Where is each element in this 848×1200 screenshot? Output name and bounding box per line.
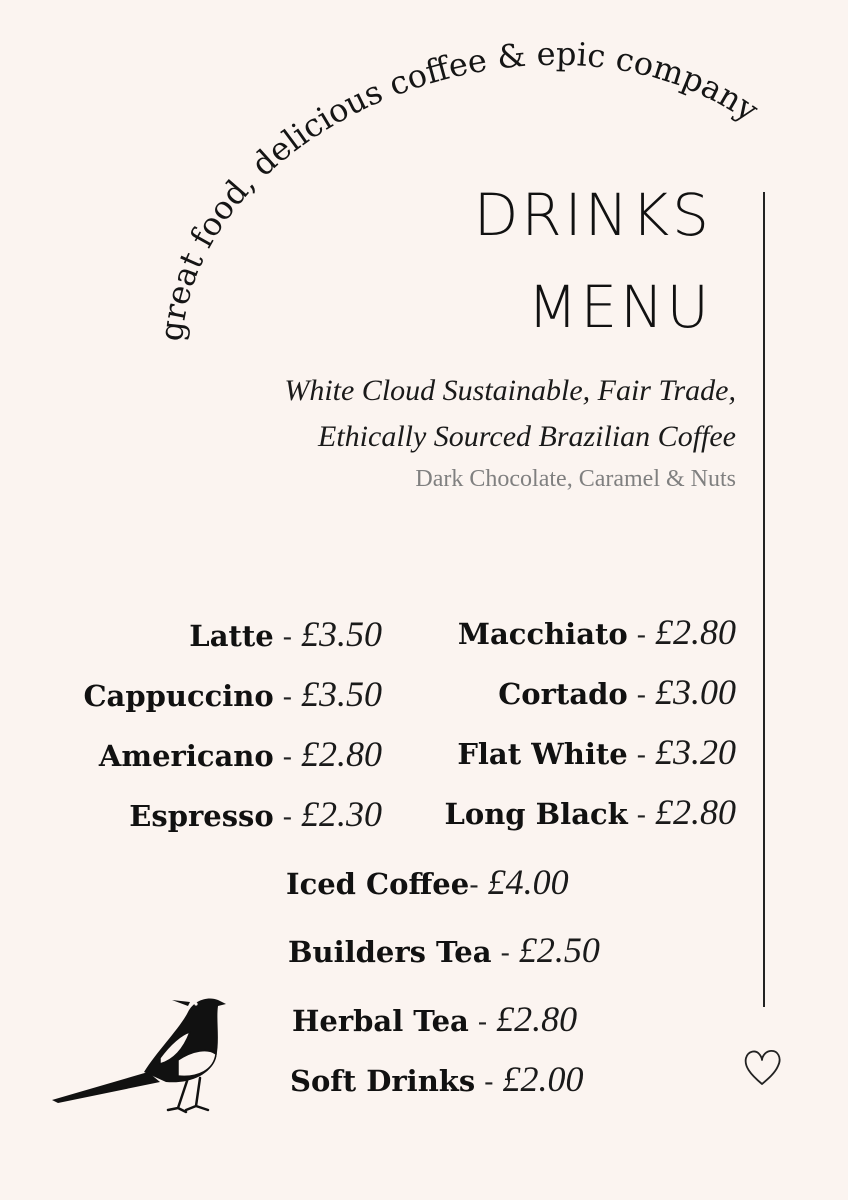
item-price: £3.20 <box>655 732 736 772</box>
coffee-description-line-2: Ethically Sourced Brazilian Coffee <box>318 420 736 453</box>
item-price: £2.30 <box>301 794 382 834</box>
magpie-icon <box>48 990 228 1115</box>
coffee-description-line-1: White Cloud Sustainable, Fair Trade, <box>284 374 736 407</box>
item-price: £2.80 <box>496 999 578 1039</box>
menu-item-soft-drinks <box>290 1061 583 1100</box>
menu-item-espresso <box>129 796 382 835</box>
item-separator: - <box>469 868 488 901</box>
item-price: £3.50 <box>301 614 382 654</box>
menu-item-cortado <box>498 674 736 713</box>
item-name: Builders Tea <box>288 935 492 969</box>
item-price: £2.80 <box>655 792 736 832</box>
item-name: Macchiato <box>457 617 628 651</box>
item-price: £2.00 <box>502 1059 584 1099</box>
item-separator: - <box>468 1005 497 1038</box>
item-name: Long Black <box>444 797 628 831</box>
item-separator: - <box>627 618 655 651</box>
tagline: great food, delicious coffee & epic company <box>151 34 766 343</box>
item-price: £2.50 <box>518 930 600 970</box>
item-name: Herbal Tea <box>292 1004 469 1038</box>
item-separator: - <box>491 936 519 969</box>
menu-item-iced-coffee <box>286 864 569 903</box>
item-price: £2.80 <box>301 734 382 774</box>
tagline-arc <box>0 0 848 420</box>
menu-item-americano <box>99 736 382 775</box>
title-line-2: MENU <box>527 273 712 341</box>
menu-item-macchiato <box>458 614 736 653</box>
vertical-divider <box>763 192 765 1007</box>
menu-item-builders-tea <box>288 932 600 971</box>
item-separator: - <box>273 620 301 653</box>
item-separator: - <box>627 798 655 831</box>
item-price: £4.00 <box>487 862 569 902</box>
menu-item-long-black <box>444 794 736 833</box>
item-separator: - <box>273 800 301 833</box>
heart-icon <box>740 1046 784 1088</box>
tasting-notes: Dark Chocolate, Caramel & Nuts <box>415 466 736 492</box>
item-separator: - <box>475 1065 503 1098</box>
item-separator: - <box>273 740 301 773</box>
item-name: Iced Coffee <box>286 867 470 901</box>
item-price: £2.80 <box>655 612 736 652</box>
title-line-1: DRINKS <box>473 181 712 249</box>
item-name: Flat White <box>457 737 628 771</box>
item-name: Latte <box>189 619 274 653</box>
item-price: £3.00 <box>655 672 736 712</box>
menu-item-herbal-tea <box>292 1001 577 1040</box>
item-name: Cortado <box>498 677 628 711</box>
item-name: Espresso <box>129 799 274 833</box>
item-name: Cappuccino <box>83 679 274 713</box>
menu-item-cappuccino <box>83 676 382 715</box>
menu-item-flat-white <box>457 734 736 773</box>
item-name: Americano <box>98 739 274 773</box>
item-separator: - <box>273 680 301 713</box>
item-name: Soft Drinks <box>290 1064 476 1098</box>
item-separator: - <box>627 678 655 711</box>
item-separator: - <box>627 738 655 771</box>
menu-item-latte <box>189 616 382 655</box>
item-price: £3.50 <box>301 674 382 714</box>
